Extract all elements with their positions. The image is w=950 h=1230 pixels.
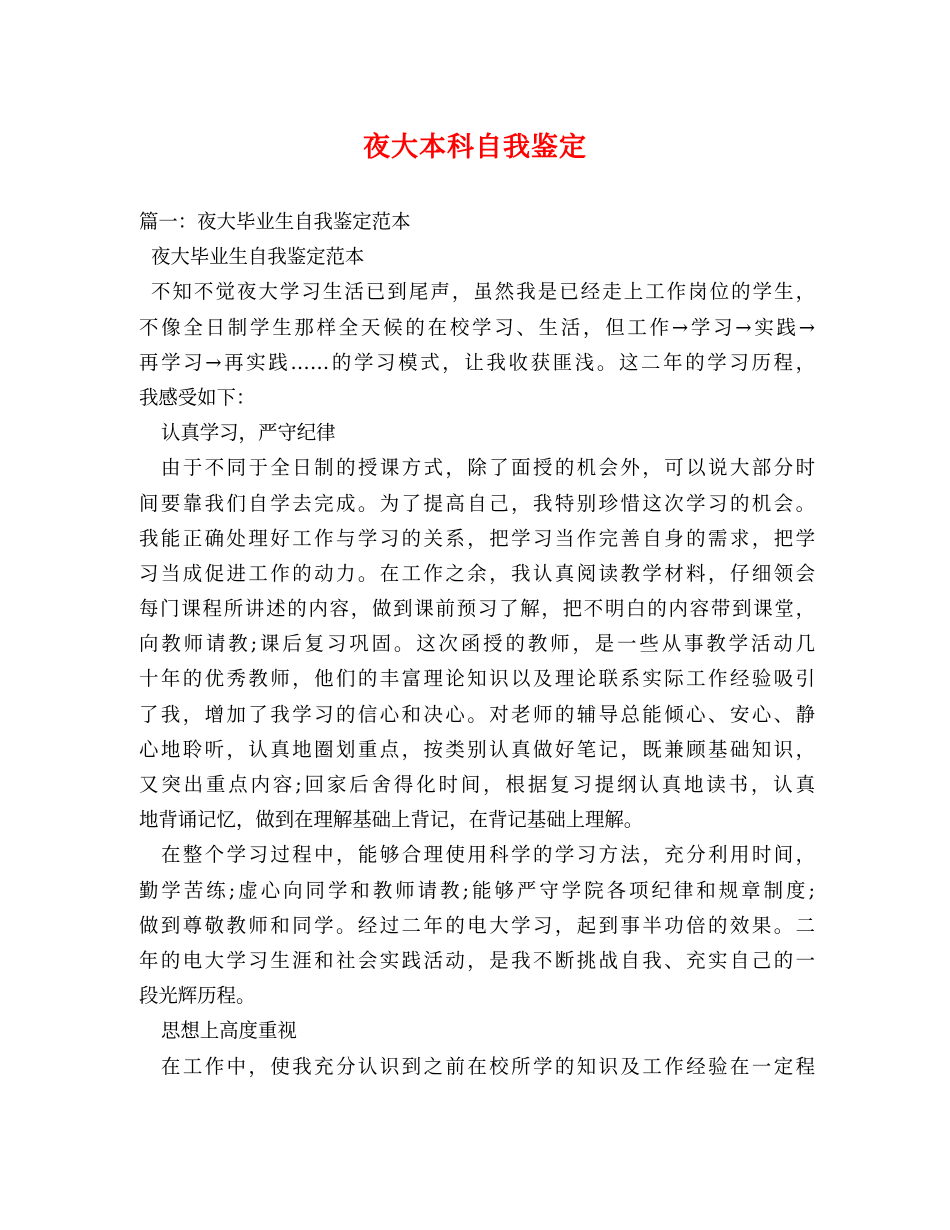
text-line: 了我，增加了我学习的信心和决心。对老师的辅导总能倾心、安心、静 — [139, 702, 815, 726]
text-line: 夜大毕业生自我鉴定范本 — [151, 245, 365, 269]
text-line: 段光辉历程。 — [139, 984, 256, 1008]
text-line: 勤学苦练;虚心向同学和教师请教;能够严守学院各项纪律和规章制度; — [139, 878, 815, 902]
text-line: 我能正确处理好工作与学习的关系，把学习当作完善自身的需求，把学 — [139, 526, 815, 550]
text-line: 十年的优秀教师，他们的丰富理论知识以及理论联系实际工作经验吸引 — [139, 667, 815, 691]
document-body — [139, 204, 815, 1084]
text-line: 认真学习，严守纪律 — [161, 421, 336, 445]
text-line: 不像全日制学生那样全天候的在校学习、生活，但工作→学习→实践→ — [139, 315, 815, 339]
text-line: 在整个学习过程中，能够合理使用科学的学习方法，充分利用时间， — [161, 843, 815, 867]
document-title: 夜大本科自我鉴定 — [363, 132, 587, 163]
text-line: 不知不觉夜大学习生活已到尾声，虽然我是已经走上工作岗位的学生， — [151, 280, 815, 304]
text-line: 再学习→再实践……的学习模式，让我收获匪浅。这二年的学习历程， — [139, 350, 815, 374]
text-line: 又突出重点内容;回家后舍得化时间，根据复习提纲认真地读书，认真 — [139, 773, 815, 796]
text-line: 我感受如下： — [139, 385, 256, 409]
text-line: 篇一：夜大毕业生自我鉴定范本 — [139, 210, 411, 233]
text-line: 向教师请教;课后复习巩固。这次函授的教师，是一些从事教学活动几 — [139, 632, 815, 656]
text-line: 在工作中，使我充分认识到之前在校所学的知识及工作经验在一定程 — [161, 1054, 815, 1078]
text-line: 思想上高度重视 — [161, 1019, 297, 1043]
text-line: 做到尊敬教师和同学。经过二年的电大学习，起到事半功倍的效果。二 — [139, 913, 815, 937]
text-line: 心地聆听，认真地圈划重点，按类别认真做好笔记，既兼顾基础知识， — [139, 737, 815, 761]
text-line: 由于不同于全日制的授课方式，除了面授的机会外，可以说大部分时 — [161, 456, 815, 480]
text-line: 地背诵记忆，做到在理解基础上背记，在背记基础上理解。 — [139, 808, 644, 832]
text-line: 习当成促进工作的动力。在工作之余，我认真阅读教学材料，仔细领会 — [139, 561, 815, 585]
text-line: 每门课程所讲述的内容，做到课前预习了解，把不明白的内容带到课堂， — [139, 597, 815, 621]
text-line: 年的电大学习生涯和社会实践活动，是我不断挑战自我、充实自己的一 — [139, 948, 815, 972]
text-line: 间要靠我们自学去完成。为了提高自己，我特别珍惜这次学习的机会。 — [139, 491, 815, 515]
